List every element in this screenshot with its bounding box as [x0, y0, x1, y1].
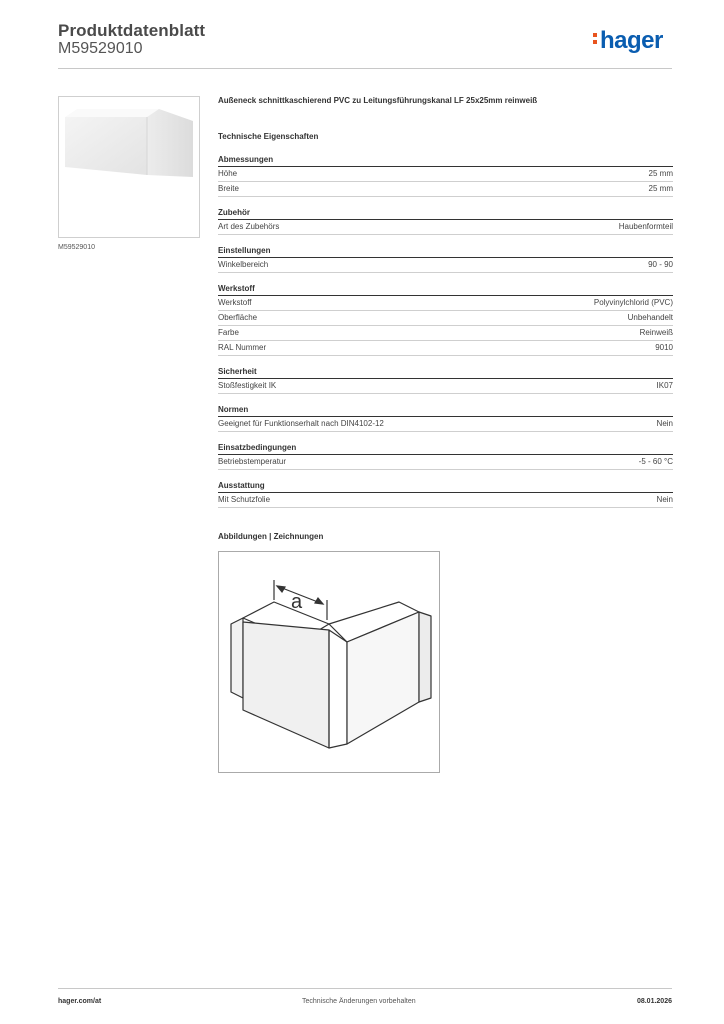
property-label: Oberfläche	[218, 313, 258, 322]
property-value: Nein	[656, 495, 673, 504]
header-divider	[58, 68, 672, 69]
property-row	[218, 296, 673, 311]
section-ausstattung	[218, 479, 673, 508]
section-heading: Einstellungen	[218, 244, 673, 258]
property-value: IK07	[656, 381, 673, 390]
thumbnail-caption: M59529010	[58, 244, 95, 251]
property-label: Breite	[218, 184, 239, 193]
section-heading: Sicherheit	[218, 365, 673, 379]
section-zubehoer	[218, 206, 673, 235]
property-row	[218, 182, 673, 197]
property-label: Mit Schutzfolie	[218, 495, 271, 504]
property-value: Unbehandelt	[627, 313, 673, 322]
section-heading: Zubehör	[218, 206, 673, 220]
property-label: Betriebstemperatur	[218, 457, 287, 466]
property-row	[218, 326, 673, 341]
property-label: Stoßfestigkeit IK	[218, 381, 277, 390]
property-value: Polyvinylchlorid (PVC)	[593, 298, 673, 307]
product-thumbnail	[58, 96, 200, 238]
technical-drawing	[218, 551, 440, 773]
property-row	[218, 311, 673, 326]
property-label: Geeignet für Funktionserhalt nach DIN4102-12	[218, 419, 384, 428]
logo-dots-icon	[593, 33, 598, 47]
section-heading: Ausstattung	[218, 479, 673, 493]
section-einsatzbedingungen	[218, 441, 673, 470]
page-title: Produktdatenblatt	[58, 21, 206, 40]
section-heading: Werkstoff	[218, 282, 673, 296]
hager-logo[interactable]	[593, 27, 663, 55]
footer-divider	[58, 988, 672, 989]
property-value: -5 - 60 °C	[638, 457, 673, 466]
properties-panel	[218, 96, 673, 517]
product-photo-icon	[59, 97, 199, 237]
property-label: Höhe	[218, 169, 238, 178]
property-label: Winkelbereich	[218, 260, 269, 269]
product-title: Außeneck schnittkaschierend PVC zu Leitungsführungskanal LF 25x25mm reinweiß	[218, 96, 538, 105]
section-heading: Normen	[218, 403, 673, 417]
property-row	[218, 455, 673, 470]
dimension-label: a	[291, 591, 303, 613]
logo-text: hager	[600, 27, 663, 54]
property-row	[218, 258, 673, 273]
tech-heading: Technische Eigenschaften	[218, 132, 319, 141]
section-abmessungen	[218, 153, 673, 197]
property-row	[218, 220, 673, 235]
property-value: 9010	[655, 343, 673, 352]
property-value: Nein	[656, 419, 673, 428]
property-row	[218, 493, 673, 508]
property-value: Haubenformteil	[618, 222, 673, 231]
footer-note: Technische Änderungen vorbehalten	[302, 998, 416, 1005]
footer-date: 08.01.2026	[636, 998, 672, 1005]
property-row	[218, 417, 673, 432]
property-label: Art des Zubehörs	[218, 222, 280, 231]
footer-website-link[interactable]: hager.com/at	[58, 998, 102, 1005]
property-value: Reinweiß	[639, 328, 673, 337]
property-label: RAL Nummer	[218, 343, 267, 352]
corner-drawing-icon	[219, 552, 439, 772]
drawings-heading: Abbildungen | Zeichnungen	[218, 532, 324, 541]
property-value: 25 mm	[648, 184, 673, 193]
property-label: Farbe	[218, 328, 239, 337]
article-number: M59529010	[58, 40, 143, 57]
property-value: 25 mm	[648, 169, 673, 178]
section-heading: Abmessungen	[218, 153, 673, 167]
section-sicherheit	[218, 365, 673, 394]
section-normen	[218, 403, 673, 432]
section-heading: Einsatzbedingungen	[218, 441, 673, 455]
section-einstellungen	[218, 244, 673, 273]
property-label: Werkstoff	[218, 298, 252, 307]
property-row	[218, 167, 673, 182]
property-value: 90 - 90	[648, 260, 673, 269]
property-row	[218, 341, 673, 356]
property-row	[218, 379, 673, 394]
section-werkstoff	[218, 282, 673, 356]
